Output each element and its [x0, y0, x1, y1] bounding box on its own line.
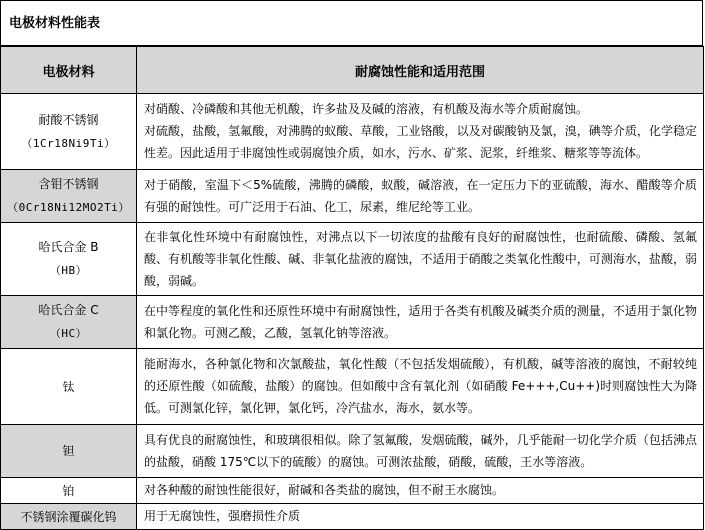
- material-name: 铂: [62, 483, 75, 498]
- material-cell: [1, 425, 137, 478]
- material-cell: [1, 349, 137, 425]
- material-name: 含钼不锈钢: [38, 177, 99, 191]
- table-row: [1, 296, 704, 349]
- header-material: 电极材料: [1, 47, 137, 94]
- material-cell: [1, 296, 137, 349]
- table-row: [1, 478, 704, 504]
- material-code: （HB）: [49, 264, 88, 277]
- header-row: [1, 47, 704, 94]
- material-name: 钽: [62, 444, 75, 458]
- sheet-title: 电极材料性能表: [0, 0, 703, 46]
- material-cell: [1, 478, 137, 504]
- property-cell: 在中等程度的氧化性和还原性环境中有耐腐蚀性，适用于各类有机酸及碱类介质的测量，不适用于氯化物和氯化物。可测乙酸，乙酸，氢氧化钠等溶液。: [137, 296, 704, 349]
- table-row: [1, 425, 704, 478]
- material-name: 耐酸不锈钢: [38, 112, 99, 127]
- material-cell: [1, 94, 137, 170]
- property-cell: 对于硝酸，室温下＜5%硫酸，沸腾的磷酸，蚁酸，碱溶液，在一定压力下的亚硫酸，海水、醋酸等介质有强的耐蚀性。可广泛用于石油、化工，尿素，维尼纶等工业。: [137, 170, 704, 223]
- table-row: [1, 504, 704, 530]
- property-cell: 具有优良的耐腐蚀性，和玻璃很相似。除了氢氟酸，发烟硫酸，碱外，几乎能耐一切化学介质（包括沸点的盐酸，硝酸 175℃以下的硫酸）的腐蚀。可测浓盐酸，硝酸，硫酸，王水等溶液。: [137, 425, 704, 478]
- material-name: 哈氏合金 B: [38, 240, 99, 254]
- table-row: [1, 170, 704, 223]
- material-cell: [1, 170, 137, 223]
- material-table: [0, 46, 704, 530]
- material-code: （HC）: [49, 327, 88, 340]
- property-cell: 用于无腐蚀性，强磨损性介质: [137, 504, 704, 530]
- material-cell: [1, 223, 137, 296]
- header-property: 耐腐蚀性能和适用范围: [137, 47, 704, 94]
- table-row: [1, 94, 704, 170]
- property-cell: 对各种酸的耐蚀性能很好，耐碱和各类盐的腐蚀，但不耐王水腐蚀。: [137, 478, 704, 504]
- table-row: [1, 223, 704, 296]
- material-name: 哈氏合金 C: [38, 303, 99, 317]
- material-name: 钛: [62, 379, 75, 394]
- property-cell: 在非氧化性环境中有耐腐蚀性，对沸点以下一切浓度的盐酸有良好的耐腐蚀性，也耐硫酸、磷酸、氢氟酸、有机酸等非氧化性酸、碱、非氧化盐液的腐蚀，不适用于硝酸之类氧化性酸中，可测海水，盐酸，弱酸，弱碱。: [137, 223, 704, 296]
- material-name: 不锈钢涂覆碳化钨: [20, 509, 117, 524]
- table-row: [1, 349, 704, 425]
- material-cell: [1, 504, 137, 530]
- property-cell: 对硝酸、冷磷酸和其他无机酸，许多盐及及碱的溶液，有机酸及海水等介质耐腐蚀。 对硫酸，盐酸，氢氟酸，对沸腾的蚁酸、草酸，工业铬酸，以及对碳酸钠及氯，溴，碘等介质，化学稳定性差。因此适用于非腐蚀性或弱腐蚀介质，如水，污水、矿浆、泥浆，纤维浆、糖浆等等流体。: [137, 94, 704, 170]
- material-code: （0Cr18Ni12MO2Ti）: [7, 201, 130, 214]
- property-cell: 能耐海水，各种氯化物和次氯酸盐，氧化性酸（不包括发烟硫酸），有机酸，碱等溶液的腐蚀，不耐较纯的还原性酸（如硫酸，盐酸）的腐蚀。但如酸中含有氧化剂（如硝酸 Fe+++,Cu++)时则腐蚀性大为降低。可测氯化锌，氯化钾，氯化钙，冷汽盐水，海水，氨水等。: [137, 349, 704, 425]
- material-code: （1Cr18Ni9Ti）: [21, 136, 116, 150]
